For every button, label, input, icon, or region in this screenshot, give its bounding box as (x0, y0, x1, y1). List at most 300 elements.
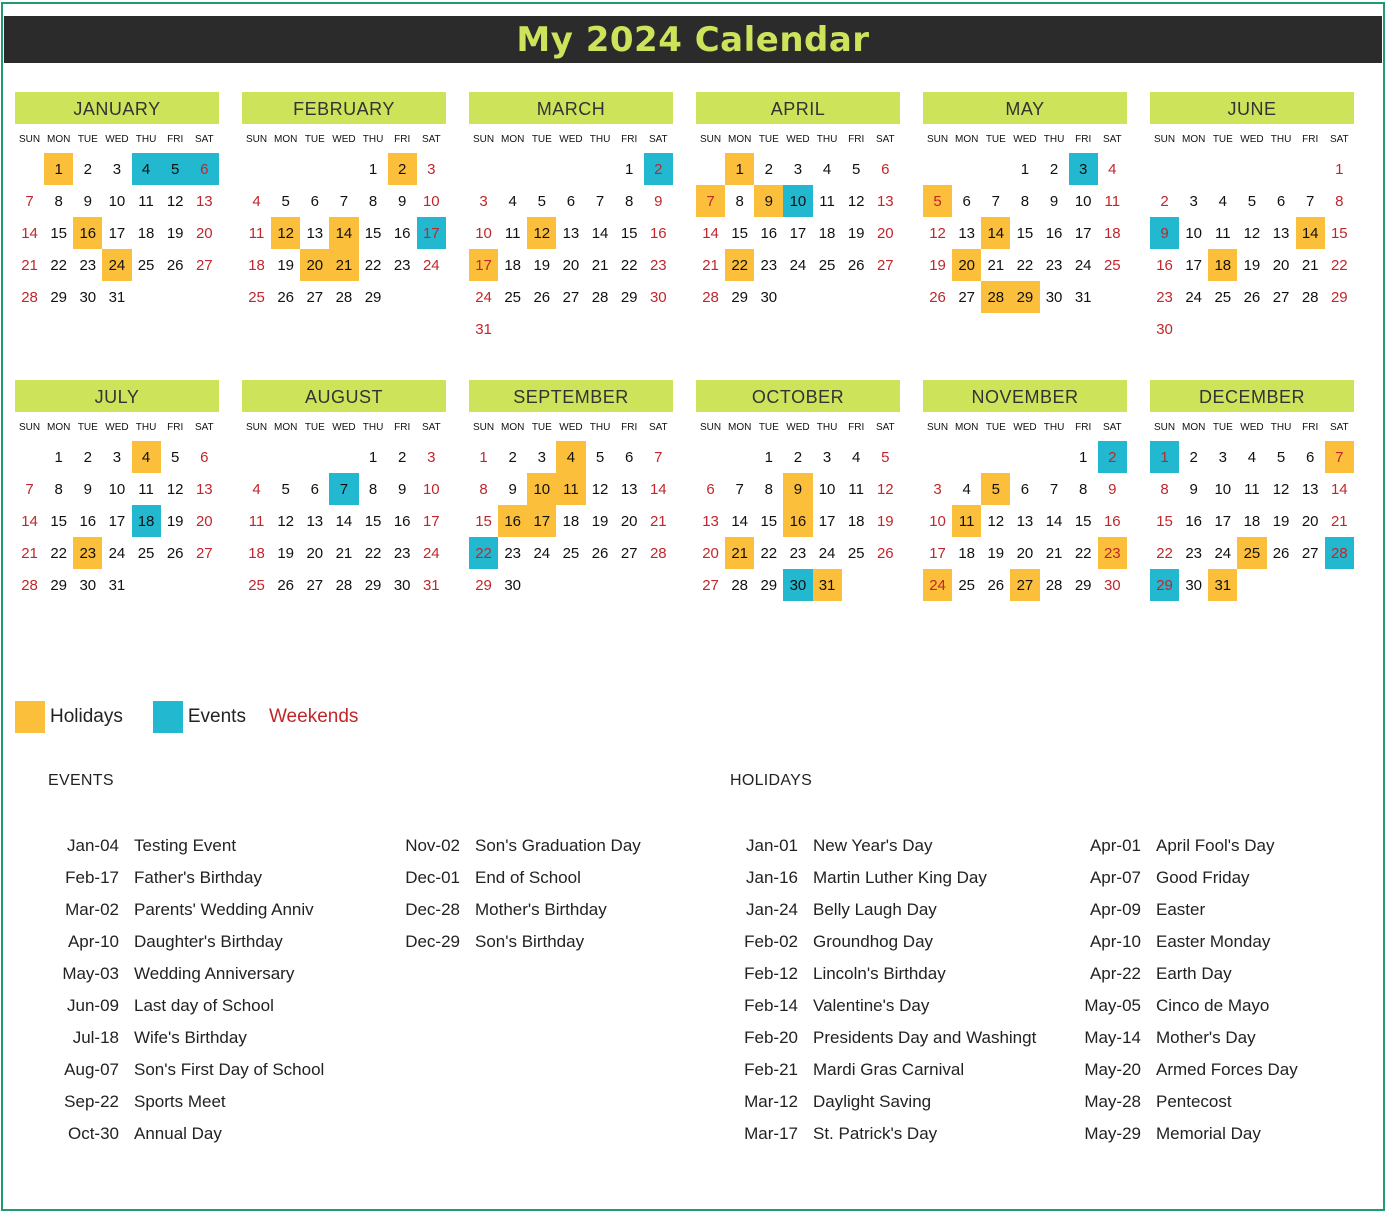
day-cell[interactable]: 30 (783, 569, 812, 601)
day-cell[interactable]: 24 (102, 249, 131, 281)
day-cell[interactable]: 22 (364, 256, 382, 274)
day-cell[interactable]: 6 (200, 448, 209, 466)
day-cell[interactable]: 18 (847, 512, 865, 530)
day-cell[interactable]: 3 (479, 192, 488, 210)
day-cell[interactable]: 12 (929, 224, 946, 242)
day-cell[interactable]: 1 (44, 153, 73, 185)
day-cell[interactable]: 15 (1074, 512, 1092, 530)
day-cell[interactable]: 9 (1049, 192, 1059, 210)
day-cell[interactable]: 25 (562, 544, 580, 562)
day-cell[interactable]: 21 (591, 256, 609, 274)
day-cell[interactable]: 25 (248, 576, 265, 594)
day-cell[interactable]: 11 (556, 473, 585, 505)
day-cell[interactable]: 18 (958, 544, 976, 562)
day-cell[interactable]: 24 (422, 256, 440, 274)
day-cell[interactable]: 13 (306, 224, 324, 242)
day-cell[interactable]: 20 (562, 256, 580, 274)
day-cell[interactable]: 4 (556, 441, 585, 473)
day-cell[interactable]: 9 (83, 480, 92, 498)
day-cell[interactable]: 26 (929, 288, 946, 306)
day-cell[interactable]: 25 (137, 256, 155, 274)
day-cell[interactable]: 13 (702, 512, 719, 530)
day-cell[interactable]: 1 (625, 160, 634, 178)
day-cell[interactable]: 19 (987, 544, 1005, 562)
day-cell[interactable]: 19 (277, 256, 295, 274)
day-cell[interactable]: 30 (1103, 576, 1121, 594)
day-cell[interactable]: 30 (1185, 576, 1203, 594)
day-cell[interactable]: 21 (1301, 256, 1319, 274)
day-cell[interactable]: 14 (1045, 512, 1063, 530)
day-cell[interactable]: 6 (310, 480, 319, 498)
day-cell[interactable]: 6 (1276, 192, 1286, 210)
day-cell[interactable]: 23 (760, 256, 778, 274)
day-cell[interactable]: 4 (1218, 192, 1227, 210)
day-cell[interactable]: 6 (706, 480, 715, 498)
day-cell[interactable]: 4 (852, 448, 861, 466)
day-cell[interactable]: 27 (306, 576, 324, 594)
day-cell[interactable]: 18 (504, 256, 522, 274)
day-cell[interactable]: 16 (649, 224, 667, 242)
day-cell[interactable]: 9 (398, 192, 407, 210)
day-cell[interactable]: 5 (881, 448, 890, 466)
day-cell[interactable]: 26 (1272, 544, 1290, 562)
day-cell[interactable]: 21 (725, 537, 754, 569)
day-cell[interactable]: 10 (527, 473, 556, 505)
day-cell[interactable]: 30 (393, 576, 411, 594)
day-cell[interactable]: 16 (1103, 512, 1121, 530)
day-cell[interactable]: 5 (923, 185, 952, 217)
day-cell[interactable]: 22 (1156, 544, 1173, 562)
day-cell[interactable]: 28 (21, 288, 38, 306)
day-cell[interactable]: 24 (1214, 544, 1232, 562)
day-cell[interactable]: 1 (1150, 441, 1179, 473)
day-cell[interactable]: 16 (393, 224, 411, 242)
day-cell[interactable]: 30 (760, 288, 778, 306)
day-cell[interactable]: 14 (702, 224, 719, 242)
day-cell[interactable]: 6 (625, 448, 634, 466)
day-cell[interactable]: 15 (760, 512, 778, 530)
day-cell[interactable]: 4 (132, 153, 161, 185)
day-cell[interactable]: 2 (83, 160, 92, 178)
day-cell[interactable]: 20 (306, 544, 324, 562)
day-cell[interactable]: 5 (981, 473, 1010, 505)
day-cell[interactable]: 27 (1301, 544, 1319, 562)
day-cell[interactable]: 28 (1301, 288, 1319, 306)
day-cell[interactable]: 10 (108, 192, 126, 210)
day-cell[interactable]: 9 (754, 185, 783, 217)
day-cell[interactable]: 17 (1074, 224, 1092, 242)
day-cell[interactable]: 2 (398, 448, 407, 466)
day-cell[interactable]: 7 (339, 192, 349, 210)
day-cell[interactable]: 4 (252, 480, 261, 498)
day-cell[interactable]: 24 (422, 544, 440, 562)
day-cell[interactable]: 15 (50, 512, 68, 530)
day-cell[interactable]: 15 (1016, 224, 1034, 242)
day-cell[interactable]: 11 (248, 224, 265, 242)
day-cell[interactable]: 17 (929, 544, 946, 562)
day-cell[interactable]: 20 (1272, 256, 1290, 274)
day-cell[interactable]: 17 (422, 512, 440, 530)
day-cell[interactable]: 13 (562, 224, 580, 242)
day-cell[interactable]: 29 (1010, 281, 1039, 313)
day-cell[interactable]: 22 (1074, 544, 1092, 562)
day-cell[interactable]: 23 (789, 544, 807, 562)
day-cell[interactable]: 2 (508, 448, 517, 466)
day-cell[interactable]: 31 (1074, 288, 1092, 306)
day-cell[interactable]: 27 (620, 544, 638, 562)
day-cell[interactable]: 26 (987, 576, 1005, 594)
day-cell[interactable]: 8 (1020, 192, 1030, 210)
day-cell[interactable]: 15 (1330, 224, 1348, 242)
day-cell[interactable]: 8 (1160, 480, 1169, 498)
day-cell[interactable]: 17 (417, 217, 446, 249)
day-cell[interactable]: 29 (364, 288, 382, 306)
day-cell[interactable]: 5 (171, 448, 180, 466)
day-cell[interactable]: 14 (649, 480, 667, 498)
day-cell[interactable]: 10 (783, 185, 812, 217)
day-cell[interactable]: 22 (50, 544, 68, 562)
day-cell[interactable]: 17 (789, 224, 807, 242)
day-cell[interactable]: 14 (1296, 217, 1325, 249)
day-cell[interactable]: 17 (1185, 256, 1203, 274)
day-cell[interactable]: 10 (1074, 192, 1092, 210)
day-cell[interactable]: 10 (422, 480, 440, 498)
day-cell[interactable]: 19 (847, 224, 865, 242)
day-cell[interactable]: 16 (1185, 512, 1203, 530)
day-cell[interactable]: 28 (21, 576, 38, 594)
day-cell[interactable]: 24 (789, 256, 807, 274)
day-cell[interactable]: 30 (1045, 288, 1063, 306)
day-cell[interactable]: 2 (1098, 441, 1127, 473)
day-cell[interactable]: 5 (161, 153, 190, 185)
day-cell[interactable]: 1 (368, 160, 378, 178)
day-cell[interactable]: 12 (277, 512, 295, 530)
day-cell[interactable]: 4 (822, 160, 832, 178)
day-cell[interactable]: 6 (1306, 448, 1315, 466)
day-cell[interactable]: 28 (591, 288, 609, 306)
day-cell[interactable]: 10 (1185, 224, 1203, 242)
day-cell[interactable]: 4 (1247, 448, 1257, 466)
day-cell[interactable]: 19 (533, 256, 551, 274)
day-cell[interactable]: 30 (79, 576, 97, 594)
day-cell[interactable]: 30 (649, 288, 667, 306)
day-cell[interactable]: 4 (1108, 160, 1117, 178)
day-cell[interactable]: 3 (1189, 192, 1198, 210)
day-cell[interactable]: 21 (329, 249, 358, 281)
day-cell[interactable]: 3 (537, 448, 546, 466)
day-cell[interactable]: 12 (876, 480, 894, 498)
day-cell[interactable]: 19 (166, 512, 184, 530)
day-cell[interactable]: 18 (562, 512, 580, 530)
day-cell[interactable]: 31 (1208, 569, 1237, 601)
day-cell[interactable]: 12 (591, 480, 609, 498)
day-cell[interactable]: 3 (1218, 448, 1227, 466)
day-cell[interactable]: 29 (475, 576, 492, 594)
day-cell[interactable]: 19 (1272, 512, 1290, 530)
day-cell[interactable]: 5 (852, 160, 861, 178)
day-cell[interactable]: 25 (1214, 288, 1232, 306)
day-cell[interactable]: 5 (281, 480, 290, 498)
day-cell[interactable]: 20 (1016, 544, 1034, 562)
day-cell[interactable]: 20 (702, 544, 719, 562)
day-cell[interactable]: 2 (83, 448, 92, 466)
day-cell[interactable]: 8 (735, 192, 744, 210)
day-cell[interactable]: 23 (649, 256, 667, 274)
day-cell[interactable]: 26 (847, 256, 865, 274)
day-cell[interactable]: 1 (1079, 448, 1088, 466)
day-cell[interactable]: 27 (306, 288, 324, 306)
day-cell[interactable]: 14 (731, 512, 749, 530)
day-cell[interactable]: 6 (881, 160, 890, 178)
day-cell[interactable]: 27 (1272, 288, 1290, 306)
day-cell[interactable]: 11 (1104, 192, 1121, 210)
day-cell[interactable]: 7 (654, 448, 663, 466)
day-cell[interactable]: 8 (1079, 480, 1088, 498)
day-cell[interactable]: 19 (929, 256, 946, 274)
day-cell[interactable]: 29 (364, 576, 382, 594)
day-cell[interactable]: 13 (958, 224, 976, 242)
day-cell[interactable]: 19 (876, 512, 894, 530)
day-cell[interactable]: 1 (1020, 160, 1030, 178)
day-cell[interactable]: 21 (21, 256, 38, 274)
day-cell[interactable]: 9 (398, 480, 407, 498)
day-cell[interactable]: 14 (1330, 480, 1348, 498)
day-cell[interactable]: 25 (847, 544, 865, 562)
day-cell[interactable]: 13 (1016, 512, 1034, 530)
day-cell[interactable]: 12 (527, 217, 556, 249)
day-cell[interactable]: 9 (1189, 480, 1198, 498)
day-cell[interactable]: 11 (848, 480, 864, 498)
day-cell[interactable]: 3 (822, 448, 832, 466)
day-cell[interactable]: 28 (731, 576, 749, 594)
day-cell[interactable]: 12 (987, 512, 1005, 530)
day-cell[interactable]: 28 (335, 288, 353, 306)
day-cell[interactable]: 21 (1330, 512, 1348, 530)
day-cell[interactable]: 7 (735, 480, 744, 498)
day-cell[interactable]: 7 (595, 192, 605, 210)
day-cell[interactable]: 18 (137, 224, 155, 242)
day-cell[interactable]: 12 (1243, 224, 1261, 242)
day-cell[interactable]: 9 (783, 473, 812, 505)
day-cell[interactable]: 15 (731, 224, 749, 242)
day-cell[interactable]: 13 (195, 480, 213, 498)
day-cell[interactable]: 5 (1276, 448, 1286, 466)
day-cell[interactable]: 20 (952, 249, 981, 281)
day-cell[interactable]: 30 (504, 576, 522, 594)
day-cell[interactable]: 8 (368, 480, 378, 498)
day-cell[interactable]: 28 (702, 288, 719, 306)
day-cell[interactable]: 26 (876, 544, 894, 562)
day-cell[interactable]: 4 (132, 441, 161, 473)
day-cell[interactable]: 29 (1150, 569, 1179, 601)
day-cell[interactable]: 29 (1074, 576, 1092, 594)
day-cell[interactable]: 4 (962, 480, 971, 498)
day-cell[interactable]: 27 (876, 256, 894, 274)
day-cell[interactable]: 13 (1272, 224, 1290, 242)
day-cell[interactable]: 31 (108, 288, 126, 306)
day-cell[interactable]: 14 (981, 217, 1010, 249)
day-cell[interactable]: 18 (1103, 224, 1121, 242)
day-cell[interactable]: 16 (79, 512, 97, 530)
day-cell[interactable]: 13 (195, 192, 213, 210)
day-cell[interactable]: 10 (929, 512, 946, 530)
day-cell[interactable]: 15 (475, 512, 492, 530)
day-cell[interactable]: 24 (923, 569, 952, 601)
day-cell[interactable]: 8 (479, 480, 488, 498)
day-cell[interactable]: 3 (112, 160, 122, 178)
day-cell[interactable]: 27 (702, 576, 719, 594)
day-cell[interactable]: 12 (847, 192, 865, 210)
day-cell[interactable]: 6 (962, 192, 971, 210)
day-cell[interactable]: 29 (1330, 288, 1348, 306)
day-cell[interactable]: 25 (248, 288, 265, 306)
day-cell[interactable]: 29 (50, 288, 68, 306)
day-cell[interactable]: 20 (620, 512, 638, 530)
day-cell[interactable]: 13 (306, 512, 324, 530)
day-cell[interactable]: 7 (1049, 480, 1059, 498)
day-cell[interactable]: 29 (731, 288, 749, 306)
day-cell[interactable]: 5 (595, 448, 605, 466)
day-cell[interactable]: 17 (527, 505, 556, 537)
day-cell[interactable]: 25 (504, 288, 522, 306)
day-cell[interactable]: 12 (166, 480, 184, 498)
day-cell[interactable]: 16 (760, 224, 778, 242)
day-cell[interactable]: 11 (138, 480, 154, 498)
day-cell[interactable]: 24 (1185, 288, 1203, 306)
day-cell[interactable]: 3 (427, 448, 436, 466)
day-cell[interactable]: 7 (25, 480, 34, 498)
day-cell[interactable]: 25 (137, 544, 155, 562)
day-cell[interactable]: 11 (138, 192, 154, 210)
day-cell[interactable]: 1 (479, 448, 488, 466)
day-cell[interactable]: 21 (335, 544, 353, 562)
day-cell[interactable]: 23 (79, 256, 97, 274)
day-cell[interactable]: 31 (422, 576, 440, 594)
day-cell[interactable]: 17 (1214, 512, 1232, 530)
day-cell[interactable]: 8 (54, 192, 63, 210)
day-cell[interactable]: 27 (195, 256, 213, 274)
day-cell[interactable]: 2 (388, 153, 417, 185)
day-cell[interactable]: 3 (1069, 153, 1098, 185)
day-cell[interactable]: 24 (818, 544, 836, 562)
day-cell[interactable]: 15 (1156, 512, 1173, 530)
day-cell[interactable]: 27 (562, 288, 580, 306)
day-cell[interactable]: 21 (702, 256, 719, 274)
day-cell[interactable]: 22 (760, 544, 778, 562)
day-cell[interactable]: 29 (50, 576, 68, 594)
day-cell[interactable]: 21 (21, 544, 38, 562)
day-cell[interactable]: 2 (1189, 448, 1198, 466)
day-cell[interactable]: 26 (277, 576, 295, 594)
day-cell[interactable]: 26 (166, 256, 184, 274)
day-cell[interactable]: 10 (108, 480, 126, 498)
day-cell[interactable]: 9 (1108, 480, 1117, 498)
day-cell[interactable]: 23 (1156, 288, 1173, 306)
day-cell[interactable]: 7 (696, 185, 725, 217)
day-cell[interactable]: 12 (1272, 480, 1290, 498)
day-cell[interactable]: 17 (469, 249, 498, 281)
day-cell[interactable]: 20 (195, 512, 213, 530)
day-cell[interactable]: 24 (533, 544, 551, 562)
day-cell[interactable]: 25 (818, 256, 836, 274)
day-cell[interactable]: 23 (1098, 537, 1127, 569)
day-cell[interactable]: 28 (1045, 576, 1063, 594)
day-cell[interactable]: 11 (504, 224, 521, 242)
day-cell[interactable]: 27 (958, 288, 976, 306)
day-cell[interactable]: 11 (819, 192, 835, 210)
day-cell[interactable]: 17 (108, 224, 126, 242)
day-cell[interactable]: 10 (422, 192, 440, 210)
day-cell[interactable]: 21 (987, 256, 1005, 274)
day-cell[interactable]: 24 (1074, 256, 1092, 274)
day-cell[interactable]: 3 (933, 480, 942, 498)
day-cell[interactable]: 8 (368, 192, 378, 210)
day-cell[interactable]: 1 (725, 153, 754, 185)
day-cell[interactable]: 16 (73, 217, 102, 249)
day-cell[interactable]: 17 (818, 512, 836, 530)
day-cell[interactable]: 19 (277, 544, 295, 562)
day-cell[interactable]: 9 (1150, 217, 1179, 249)
day-cell[interactable]: 8 (764, 480, 773, 498)
day-cell[interactable]: 9 (654, 192, 663, 210)
day-cell[interactable]: 31 (475, 320, 492, 338)
day-cell[interactable]: 11 (1244, 480, 1260, 498)
day-cell[interactable]: 20 (195, 224, 213, 242)
day-cell[interactable]: 5 (281, 192, 290, 210)
day-cell[interactable]: 6 (190, 153, 219, 185)
day-cell[interactable]: 11 (952, 505, 981, 537)
day-cell[interactable]: 5 (537, 192, 546, 210)
day-cell[interactable]: 3 (793, 160, 803, 178)
day-cell[interactable]: 6 (566, 192, 576, 210)
day-cell[interactable]: 12 (166, 192, 184, 210)
day-cell[interactable]: 7 (25, 192, 34, 210)
day-cell[interactable]: 17 (108, 512, 126, 530)
day-cell[interactable]: 8 (1335, 192, 1344, 210)
day-cell[interactable]: 10 (818, 480, 836, 498)
day-cell[interactable]: 20 (1301, 512, 1319, 530)
day-cell[interactable]: 3 (112, 448, 122, 466)
day-cell[interactable]: 14 (21, 512, 38, 530)
day-cell[interactable]: 25 (958, 576, 976, 594)
day-cell[interactable]: 6 (1020, 480, 1030, 498)
day-cell[interactable]: 8 (625, 192, 634, 210)
day-cell[interactable]: 22 (1330, 256, 1348, 274)
day-cell[interactable]: 16 (498, 505, 527, 537)
day-cell[interactable]: 28 (1325, 537, 1354, 569)
day-cell[interactable]: 4 (252, 192, 261, 210)
day-cell[interactable]: 12 (271, 217, 300, 249)
day-cell[interactable]: 28 (981, 281, 1010, 313)
day-cell[interactable]: 22 (469, 537, 498, 569)
day-cell[interactable]: 18 (248, 256, 265, 274)
day-cell[interactable]: 15 (364, 512, 382, 530)
day-cell[interactable]: 1 (1335, 160, 1344, 178)
day-cell[interactable]: 20 (300, 249, 329, 281)
day-cell[interactable]: 21 (649, 512, 667, 530)
day-cell[interactable]: 27 (1010, 569, 1039, 601)
day-cell[interactable]: 27 (195, 544, 213, 562)
day-cell[interactable]: 21 (1045, 544, 1063, 562)
day-cell[interactable]: 13 (620, 480, 638, 498)
day-cell[interactable]: 26 (1243, 288, 1261, 306)
day-cell[interactable]: 2 (644, 153, 673, 185)
day-cell[interactable]: 26 (591, 544, 609, 562)
day-cell[interactable]: 9 (83, 192, 92, 210)
day-cell[interactable]: 22 (364, 544, 382, 562)
day-cell[interactable]: 15 (620, 224, 638, 242)
day-cell[interactable]: 7 (1306, 192, 1315, 210)
